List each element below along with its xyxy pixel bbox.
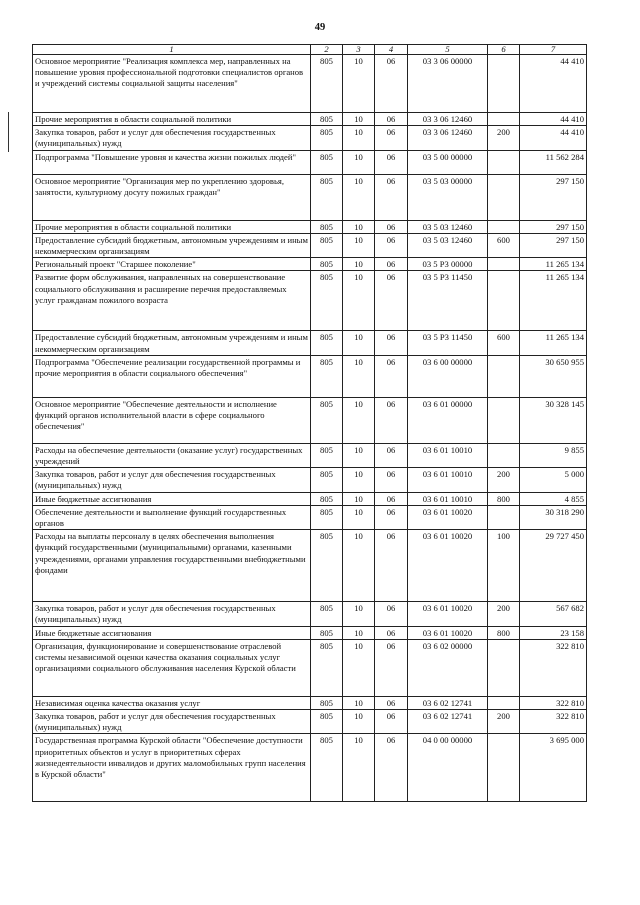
target-code: 03 6 01 10020 xyxy=(408,626,488,639)
ministry-code: 805 xyxy=(311,639,343,696)
header-cell-4: 4 xyxy=(375,45,408,55)
amount: 322 810 xyxy=(520,710,587,734)
section-code: 10 xyxy=(343,530,375,602)
subsection-code: 06 xyxy=(375,150,408,174)
ministry-code: 805 xyxy=(311,530,343,602)
subsection-code: 06 xyxy=(375,602,408,626)
page-number: 49 xyxy=(314,22,326,33)
expense-type-code xyxy=(488,397,520,443)
section-code: 10 xyxy=(343,331,375,355)
table-row xyxy=(33,233,587,257)
expense-type-code: 600 xyxy=(488,233,520,257)
ministry-code: 805 xyxy=(311,150,343,174)
target-code: 03 6 00 00000 xyxy=(408,355,488,397)
amount: 11 265 134 xyxy=(520,331,587,355)
target-code: 03 6 01 10020 xyxy=(408,505,488,529)
table-row xyxy=(33,492,587,505)
target-code: 03 6 01 10010 xyxy=(408,468,488,492)
ministry-code: 805 xyxy=(311,220,343,233)
amount: 29 727 450 xyxy=(520,530,587,602)
section-code: 10 xyxy=(343,505,375,529)
amount: 567 682 xyxy=(520,602,587,626)
row-name: Основное мероприятие "Организация мер по укреплению здоровья, занятости, культурному досугу пожилых граждан" xyxy=(33,174,311,220)
header-cell-7: 7 xyxy=(520,45,587,55)
ministry-code: 805 xyxy=(311,710,343,734)
header-cell-6: 6 xyxy=(488,45,520,55)
expense-type-code xyxy=(488,443,520,467)
target-code: 03 3 06 00000 xyxy=(408,55,488,113)
amount: 11 265 134 xyxy=(520,258,587,271)
table-row xyxy=(33,113,587,126)
expense-type-code xyxy=(488,220,520,233)
expense-type-code xyxy=(488,734,520,802)
row-name: Развитие форм обслуживания, направленных на совершенствование социального обслуживания и расширение перечня предоставляемых услуг гражданам пожилого возраста xyxy=(33,271,311,331)
row-name: Обеспечение деятельности и выполнение функций государственных органов xyxy=(33,505,311,529)
table-row xyxy=(33,696,587,709)
amount: 297 150 xyxy=(520,220,587,233)
amount: 297 150 xyxy=(520,233,587,257)
table-row xyxy=(33,505,587,529)
amount: 30 318 290 xyxy=(520,505,587,529)
table-row xyxy=(33,397,587,443)
table-row xyxy=(33,126,587,150)
expense-type-code: 600 xyxy=(488,331,520,355)
row-name: Закупка товаров, работ и услуг для обеспечения государственных (муниципальных) нужд xyxy=(33,126,311,150)
subsection-code: 06 xyxy=(375,530,408,602)
target-code: 03 3 06 12460 xyxy=(408,113,488,126)
section-code: 10 xyxy=(343,443,375,467)
section-code: 10 xyxy=(343,397,375,443)
ministry-code: 805 xyxy=(311,397,343,443)
expense-type-code xyxy=(488,271,520,331)
amount: 44 410 xyxy=(520,113,587,126)
margin-mark xyxy=(8,112,9,152)
subsection-code: 06 xyxy=(375,710,408,734)
target-code: 03 5 00 00000 xyxy=(408,150,488,174)
section-code: 10 xyxy=(343,258,375,271)
subsection-code: 06 xyxy=(375,271,408,331)
target-code: 03 6 02 12741 xyxy=(408,710,488,734)
row-name: Предоставление субсидий бюджетным, автономным учреждениям и иным некоммерческим организациям xyxy=(33,233,311,257)
target-code: 03 5 P3 00000 xyxy=(408,258,488,271)
expense-type-code: 200 xyxy=(488,710,520,734)
table-body xyxy=(33,55,587,802)
target-code: 04 0 00 00000 xyxy=(408,734,488,802)
section-code: 10 xyxy=(343,174,375,220)
header-cell-2: 2 xyxy=(311,45,343,55)
header-cell-1: 1 xyxy=(33,45,311,55)
subsection-code: 06 xyxy=(375,258,408,271)
table-row xyxy=(33,258,587,271)
table-row xyxy=(33,220,587,233)
row-name: Предоставление субсидий бюджетным, автономным учреждениям и иным некоммерческим организациям xyxy=(33,331,311,355)
row-name: Закупка товаров, работ и услуг для обеспечения государственных (муниципальных) нужд xyxy=(33,468,311,492)
subsection-code: 06 xyxy=(375,696,408,709)
table-row xyxy=(33,530,587,602)
ministry-code: 805 xyxy=(311,602,343,626)
subsection-code: 06 xyxy=(375,355,408,397)
ministry-code: 805 xyxy=(311,355,343,397)
section-code: 10 xyxy=(343,355,375,397)
amount: 322 810 xyxy=(520,696,587,709)
subsection-code: 06 xyxy=(375,113,408,126)
row-name: Прочие мероприятия в области социальной политики xyxy=(33,113,311,126)
target-code: 03 3 06 12460 xyxy=(408,126,488,150)
amount: 3 695 000 xyxy=(520,734,587,802)
table-row xyxy=(33,174,587,220)
table-row xyxy=(33,602,587,626)
expense-type-code xyxy=(488,113,520,126)
amount: 23 158 xyxy=(520,626,587,639)
row-name: Прочие мероприятия в области социальной политики xyxy=(33,220,311,233)
subsection-code: 06 xyxy=(375,331,408,355)
amount: 322 810 xyxy=(520,639,587,696)
amount: 4 855 xyxy=(520,492,587,505)
ministry-code: 805 xyxy=(311,626,343,639)
subsection-code: 06 xyxy=(375,492,408,505)
row-name: Независимая оценка качества оказания услуг xyxy=(33,696,311,709)
row-name: Иные бюджетные ассигнования xyxy=(33,492,311,505)
subsection-code: 06 xyxy=(375,55,408,113)
table-row xyxy=(33,734,587,802)
target-code: 03 5 03 00000 xyxy=(408,174,488,220)
ministry-code: 805 xyxy=(311,271,343,331)
subsection-code: 06 xyxy=(375,220,408,233)
row-name: Основное мероприятие "Обеспечение деятельности и исполнение функций органов исполнительной власти в сфере социального обеспечения" xyxy=(33,397,311,443)
subsection-code: 06 xyxy=(375,639,408,696)
row-name: Организация, функционирование и совершенствование отраслевой системы независимой оценки качества оказания социальных услуг организациями социального обслуживания населения Курской области xyxy=(33,639,311,696)
table-row xyxy=(33,331,587,355)
subsection-code: 06 xyxy=(375,397,408,443)
target-code: 03 6 02 00000 xyxy=(408,639,488,696)
expense-type-code: 100 xyxy=(488,530,520,602)
ministry-code: 805 xyxy=(311,126,343,150)
section-code: 10 xyxy=(343,220,375,233)
ministry-code: 805 xyxy=(311,233,343,257)
amount: 9 855 xyxy=(520,443,587,467)
target-code: 03 6 01 10010 xyxy=(408,492,488,505)
section-code: 10 xyxy=(343,492,375,505)
table-row xyxy=(33,468,587,492)
subsection-code: 06 xyxy=(375,468,408,492)
row-name: Закупка товаров, работ и услуг для обеспечения государственных (муниципальных) нужд xyxy=(33,710,311,734)
ministry-code: 805 xyxy=(311,492,343,505)
expense-type-code: 800 xyxy=(488,626,520,639)
header-cell-5: 5 xyxy=(408,45,488,55)
target-code: 03 5 03 12460 xyxy=(408,233,488,257)
row-name: Подпрограмма "Обеспечение реализации государственной программы и прочие мероприятия в области социального обеспечения" xyxy=(33,355,311,397)
row-name: Иные бюджетные ассигнования xyxy=(33,626,311,639)
amount: 297 150 xyxy=(520,174,587,220)
section-code: 10 xyxy=(343,626,375,639)
subsection-code: 06 xyxy=(375,126,408,150)
expense-type-code xyxy=(488,696,520,709)
ministry-code: 805 xyxy=(311,468,343,492)
subsection-code: 06 xyxy=(375,233,408,257)
section-code: 10 xyxy=(343,696,375,709)
expense-type-code: 200 xyxy=(488,602,520,626)
ministry-code: 805 xyxy=(311,734,343,802)
table-row xyxy=(33,443,587,467)
row-name: Расходы на выплаты персоналу в целях обеспечения выполнения функций государственными (муниципальными) органами, казенными учреждениями, органами управления государственными внебюджетными фондами xyxy=(33,530,311,602)
ministry-code: 805 xyxy=(311,113,343,126)
expense-type-code: 200 xyxy=(488,468,520,492)
amount: 11 265 134 xyxy=(520,271,587,331)
table-row xyxy=(33,710,587,734)
ministry-code: 805 xyxy=(311,174,343,220)
budget-table xyxy=(32,44,587,802)
ministry-code: 805 xyxy=(311,331,343,355)
row-name: Основное мероприятие "Реализация комплекса мер, направленных на повышение уровня профессиональной подготовки специалистов органов и учреждений системы социальной защиты населения" xyxy=(33,55,311,113)
target-code: 03 6 02 12741 xyxy=(408,696,488,709)
subsection-code: 06 xyxy=(375,626,408,639)
section-code: 10 xyxy=(343,233,375,257)
subsection-code: 06 xyxy=(375,443,408,467)
table-row xyxy=(33,639,587,696)
expense-type-code xyxy=(488,355,520,397)
row-name: Подпрограмма "Повышение уровня и качества жизни пожилых людей" xyxy=(33,150,311,174)
header-cell-3: 3 xyxy=(343,45,375,55)
ministry-code: 805 xyxy=(311,505,343,529)
row-name: Закупка товаров, работ и услуг для обеспечения государственных (муниципальных) нужд xyxy=(33,602,311,626)
ministry-code: 805 xyxy=(311,258,343,271)
expense-type-code xyxy=(488,639,520,696)
amount: 30 328 145 xyxy=(520,397,587,443)
ministry-code: 805 xyxy=(311,696,343,709)
amount: 44 410 xyxy=(520,126,587,150)
row-name: Государственная программа Курской области "Обеспечение доступности приоритетных объектов и услуг в приоритетных сферах жизнедеятельности инвалидов и других маломобильных групп населения в Курской области" xyxy=(33,734,311,802)
expense-type-code: 800 xyxy=(488,492,520,505)
subsection-code: 06 xyxy=(375,505,408,529)
section-code: 10 xyxy=(343,126,375,150)
table-row xyxy=(33,271,587,331)
subsection-code: 06 xyxy=(375,174,408,220)
target-code: 03 5 03 12460 xyxy=(408,220,488,233)
table-row xyxy=(33,55,587,113)
row-name: Расходы на обеспечение деятельности (оказание услуг) государственных учреждений xyxy=(33,443,311,467)
expense-type-code xyxy=(488,258,520,271)
section-code: 10 xyxy=(343,113,375,126)
target-code: 03 6 01 10020 xyxy=(408,602,488,626)
section-code: 10 xyxy=(343,639,375,696)
expense-type-code xyxy=(488,150,520,174)
expense-type-code xyxy=(488,174,520,220)
section-code: 10 xyxy=(343,602,375,626)
table-row xyxy=(33,626,587,639)
table-row xyxy=(33,150,587,174)
section-code: 10 xyxy=(343,468,375,492)
target-code: 03 6 01 10020 xyxy=(408,530,488,602)
expense-type-code: 200 xyxy=(488,126,520,150)
subsection-code: 06 xyxy=(375,734,408,802)
target-code: 03 6 01 10010 xyxy=(408,443,488,467)
table-row xyxy=(33,355,587,397)
target-code: 03 5 P3 11450 xyxy=(408,271,488,331)
row-name: Региональный проект "Старшее поколение" xyxy=(33,258,311,271)
ministry-code: 805 xyxy=(311,55,343,113)
ministry-code: 805 xyxy=(311,443,343,467)
section-code: 10 xyxy=(343,271,375,331)
section-code: 10 xyxy=(343,150,375,174)
section-code: 10 xyxy=(343,710,375,734)
amount: 30 650 955 xyxy=(520,355,587,397)
section-code: 10 xyxy=(343,55,375,113)
target-code: 03 6 01 00000 xyxy=(408,397,488,443)
header-row xyxy=(33,45,587,55)
expense-type-code xyxy=(488,505,520,529)
amount: 11 562 284 xyxy=(520,150,587,174)
target-code: 03 5 P3 11450 xyxy=(408,331,488,355)
amount: 5 000 xyxy=(520,468,587,492)
amount: 44 410 xyxy=(520,55,587,113)
expense-type-code xyxy=(488,55,520,113)
section-code: 10 xyxy=(343,734,375,802)
